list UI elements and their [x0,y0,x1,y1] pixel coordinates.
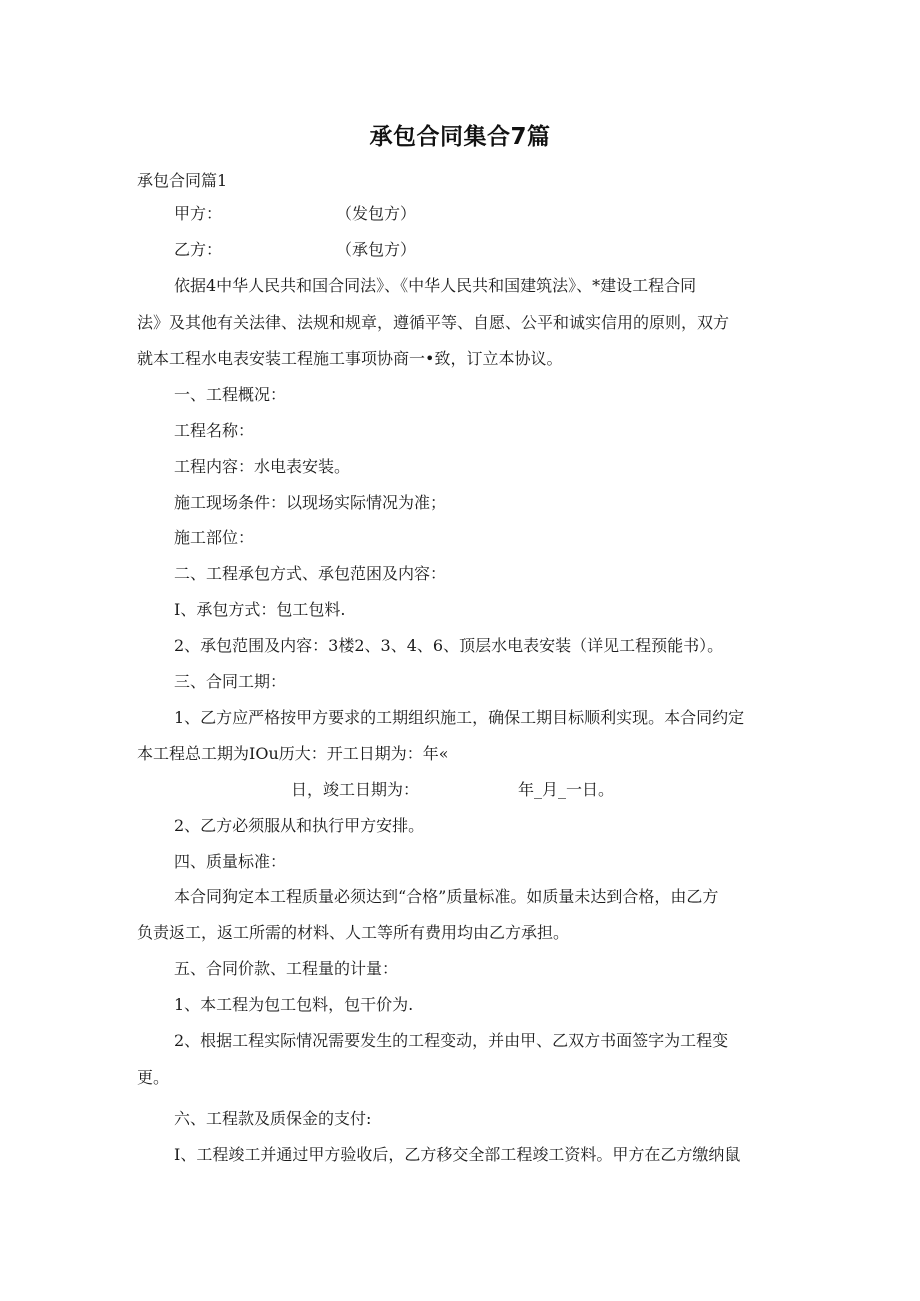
project-name-line: 工程名称： [174,421,255,440]
party-a-role: （发包方） [336,204,417,223]
party-a-label: 甲方： [174,204,223,223]
section-1-heading: 一、工程概况： [174,385,287,404]
schedule-line: 1、乙方应严格按甲方要求的工期组织施工，确保工期目标顺利实现。本合同约定 [174,708,745,727]
project-content-line: 工程内容：水电表安装。 [174,457,351,476]
contract-method-line: I、承包方式：包工包料. [174,600,346,619]
party-b-line [174,240,416,260]
completion-date-label: 日，竣工日期为： [291,780,420,799]
preamble-line: 法》及其他有关法律、法规和规章，遵循平等、自愿、公平和诚实信用的原则，双方 [137,313,730,332]
quality-line: 本合同狗定本工程质量必须达到“合格”质量标准。如质量未达到合格，由乙方 [174,887,719,906]
price-item-2-line: 2、根据工程实际情况需要发生的工程变动，并由甲、乙双方书面签字为工程变 [174,1031,729,1050]
construction-part-line: 施工部位： [174,528,255,547]
schedule-item-2-line: 2、乙方必须服从和执行甲方安排。 [174,816,425,835]
preamble-line: 依据4中华人民共和国合同法》、《中华人民共和国建筑法》、*建设工程合同 [174,276,697,295]
section-5-heading: 五、合同价款、工程量的计量： [174,959,399,978]
section-3-heading: 三、合同工期： [174,672,287,691]
section-4-heading: 四、质量标准： [174,852,287,871]
quality-line: 负责返工，返工所需的材料、人工等所有费用均由乙方承担。 [137,923,570,942]
price-item-2-line: 更。 [137,1068,170,1087]
completion-date-blank: 年_月_一日。 [518,780,615,799]
section-6-heading: 六、工程款及质保金的支付: [174,1109,372,1128]
party-b-label: 乙方： [174,240,223,259]
schedule-dates-line [291,780,614,800]
price-item-1-line: 1、本工程为包工包料，包干价为. [174,995,414,1014]
site-conditions-line: 施工现场条件：以现场实际情况为准； [174,493,447,512]
section-heading: 承包合同篇1 [137,171,228,190]
document-title: 承包合同集合7篇 [369,124,551,150]
section-2-heading: 二、工程承包方式、承包范困及内容： [174,564,447,583]
party-a-line [174,204,416,224]
party-b-role: （承包方） [336,240,417,259]
schedule-line: 本工程总工期为IOu历大：开工日期为：年« [137,744,449,763]
payment-item-1-line: I、工程竣工并通过甲方验收后，乙方移交全部工程竣工资料。甲方在乙方缴纳鼠 [174,1145,741,1164]
contract-scope-line: 2、承包范围及内容：3楼2、3、4、6、顶层水电表安装（详见工程预能书）。 [174,636,724,655]
preamble-line: 就本工程水电表安装工程施工事项协商一•致，订立本协议。 [137,349,563,368]
